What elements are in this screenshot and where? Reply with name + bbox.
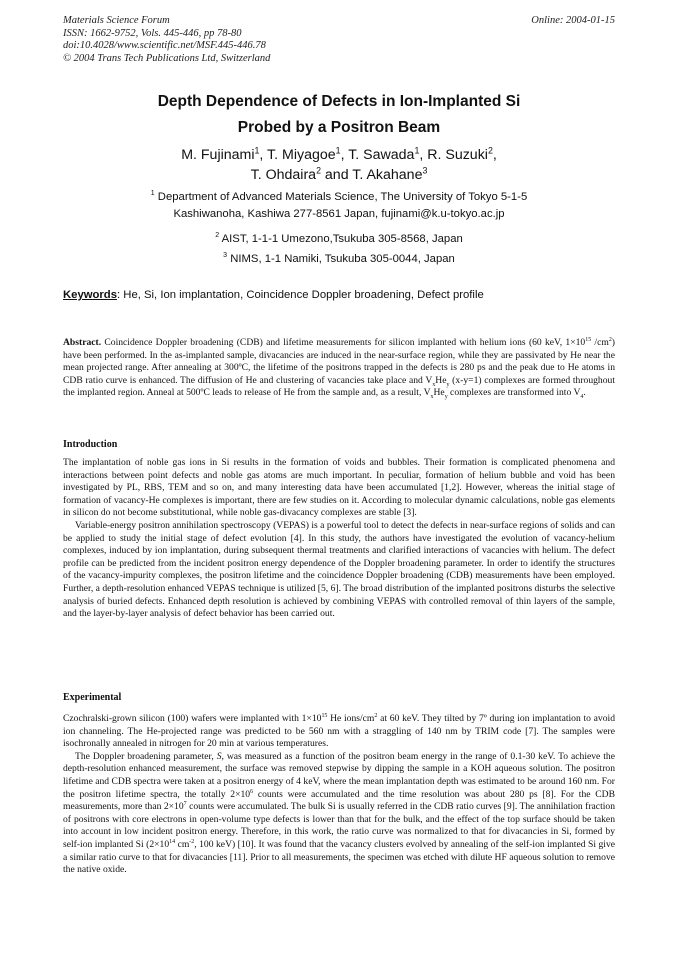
- author-name: M. Fujinami: [181, 147, 255, 163]
- affiliation-1: [63, 189, 615, 223]
- experimental-paragraph-2: The Doppler broadening parameter, S, was measured as a function of the positron beam energy in the range of 0.1-30 keV. To achieve the depth-resolution enhanced measurement, the surface was removed stepwise by dipping the sample in a KOH aqueous solution. The positron lifetime and CDB spectra were taken at a positron energy of 4 keV, where the mean implantation depth was estimated to be around 160 nm. For the positron lifetime spectra, the totally $2\times 10^6$ counts were accumulated and the time resolution was about 280 ps [8]. For the CDB measurements, more than $2\times 10^7$ counts were accumulated. The bulk Si is usually referred in the CDB ratio curves [9]. The annihilation fraction of positrons with core electrons in open-volume type defects is lower than that for the bulk, and the effect of the top surface should be taken into account in low incident positron energy. Therefore, in this work, the ratio curve was normalized to that for divacancies in Si, formed by self-ion implanted Si ($2\times 10^{14}$ $cm^{-2}$, 100 keV) [10]. It was found that the vacancy clusters evolved by annealing of the self-ion implanted Si give a similar ratio curve to that for divacancies [11]. Prior to all measurements, the specimen was etched with dilute HF aqueous solution to remove the native oxide.: [63, 750, 616, 876]
- journal-header: [63, 15, 615, 65]
- copyright-line: © 2004 Trans Tech Publications Ltd, Switzerland: [63, 52, 271, 64]
- affil-mark: 2: [215, 232, 220, 240]
- author-line-2: [63, 165, 615, 185]
- author-name: T. Ohdaira: [250, 167, 317, 183]
- author-line-1: [63, 145, 615, 165]
- author-affil-mark: 2: [316, 165, 321, 176]
- affiliation-3: [63, 251, 615, 268]
- online-date: Online: 2004-01-15: [531, 15, 615, 26]
- journal-name: Materials Science Forum: [63, 15, 170, 26]
- affiliation-2: [63, 231, 615, 248]
- experimental-paragraph-1: Czochralski-grown silicon (100) wafers were implanted with $1\times 10^{15}$ He ions/$cm^2$ at 60 keV. They tilted by 7º during ion implantation to avoid ion channeling. The He-projected range was predicted to be 560 nm with a straggling of 140 nm by TRIM code [7]. The samples were isochronally annealed in nitrogen for 20 min at various temperatures.: [63, 712, 615, 750]
- author-name: , T. Sawada: [340, 147, 415, 163]
- doi-line: doi:10.4028/www.scientific.net/MSF.445-446.78: [63, 40, 266, 51]
- author-name: , R. Suzuki: [419, 147, 488, 163]
- introduction-heading: Introduction: [63, 439, 118, 450]
- affil-text: Department of Advanced Materials Science, The University of Tokyo 5-1-5: [154, 191, 528, 203]
- keywords-colon: :: [117, 289, 121, 301]
- introduction-body: [63, 457, 615, 621]
- affil-text: AIST, 1-1-1 Umezono,Tsukuba 305-8568, Japan: [219, 233, 463, 245]
- title-line-1: Depth Dependence of Defects in Ion-Implanted Si: [157, 93, 521, 110]
- author-list: [63, 145, 615, 185]
- issn-line: ISSN: 1662-9752, Vols. 445-446, pp 78-80: [63, 27, 242, 39]
- abstract: [63, 337, 615, 400]
- author-affil-mark: 3: [422, 165, 428, 176]
- keywords-text: He, Si, Ion implantation, Coincidence Doppler broadening, Defect profile: [120, 289, 484, 301]
- affil-mark: 3: [223, 252, 228, 260]
- experimental-body: [63, 713, 615, 877]
- keywords: [63, 287, 638, 304]
- author-affil-mark: 2: [487, 145, 493, 156]
- abstract-paragraph: Abstract. Coincidence Doppler broadening (CDB) and lifetime measurements for silicon implanted with helium ions (60 keV, $1\times 10^{15}$ $/cm^2$) have been performed. In the as-implanted sample, divacancies are induced in the near-surface region, while they are passivated by He near the mean projected range. After annealing at 300ºC, the lifetime of the positrons trapped in the defects is 280 ps and the peak due to He atoms in CDB ratio curve is enhanced. The diffusion of He and clustering of vacancies take place and $V_xHe_y$ (x-y=1) complexes are formed throughout the implanted region. Anneal at 500ºC leads to release of He from the sample and, as a result, $V_xHe_y$ complexes are transformed into $V_4$.: [63, 336, 615, 401]
- author-name: , T. Miyagoe: [259, 147, 336, 163]
- affil-text: Kashiwanoha, Kashiwa 277-8561 Japan, fujinami@k.u-tokyo.ac.jp: [173, 208, 505, 220]
- affil-text: NIMS, 1-1 Namiki, Tsukuba 305-0044, Japan: [227, 253, 455, 265]
- introduction-paragraph-2: Variable-energy positron annihilation spectroscopy (VEPAS) is a powerful tool to detect the defects in near-surface regions of solids and can be applied to study the initial stage of defect evolution [4]. In this study, the authors have investigated the evolution of vacancy-helium complexes, induced by ion implantation, during subsequent thermal treatments and clarified interactions of vacancies with helium. The defect profile can be predicted from the incident positron energy dependence of the Doppler broadening parameter. In order to identify the structures of the vacancy-impurity complexes, the positron lifetime and the coincidence Doppler broadening (CDB) measurements have been employed. Further, a depth-resolution enhanced VEPAS technique is utilized [5, 6]. The broad distribution of the implanted positrons disturbs the selective analysis of buried defects. Enhanced depth resolution is achieved by combining VEPAS with controlled removal of thin layers of the sample, and the layer-by-layer analysis of defect behavior has been carried out.: [63, 519, 615, 620]
- experimental-heading: Experimental: [63, 692, 122, 703]
- author-affil-mark: 1: [335, 145, 341, 156]
- affil-mark: 1: [150, 190, 155, 198]
- author-name: and T. Akahane: [320, 167, 423, 183]
- abstract-label: Abstract.: [63, 337, 102, 348]
- title-line-2: Probed by a Positron Beam: [237, 119, 441, 136]
- keywords-label: Keywords: [63, 289, 117, 301]
- author-separator: ,: [492, 147, 497, 163]
- introduction-paragraph-1: The implantation of noble gas ions in Si results in the formation of voids and bubbles. Their formation is complicated phenomena and interactions between point defects and noble gas atoms are much important. In peculiar, formation of helium bubble and void has been investigated by PL, RBS, TEM and so on, and many interesting data have been accumulated [1,2]. However, whereas the initial stage of formation of vacancy-He complexes is important, there are few studies on it. According to molecular dynamic calculations, noble gas elements in silicon do not become substitutional, while noble gas-divacancy complexes are stable [3].: [63, 457, 615, 519]
- paper-title: [63, 89, 615, 141]
- author-affil-mark: 1: [254, 145, 260, 156]
- author-affil-mark: 1: [414, 145, 420, 156]
